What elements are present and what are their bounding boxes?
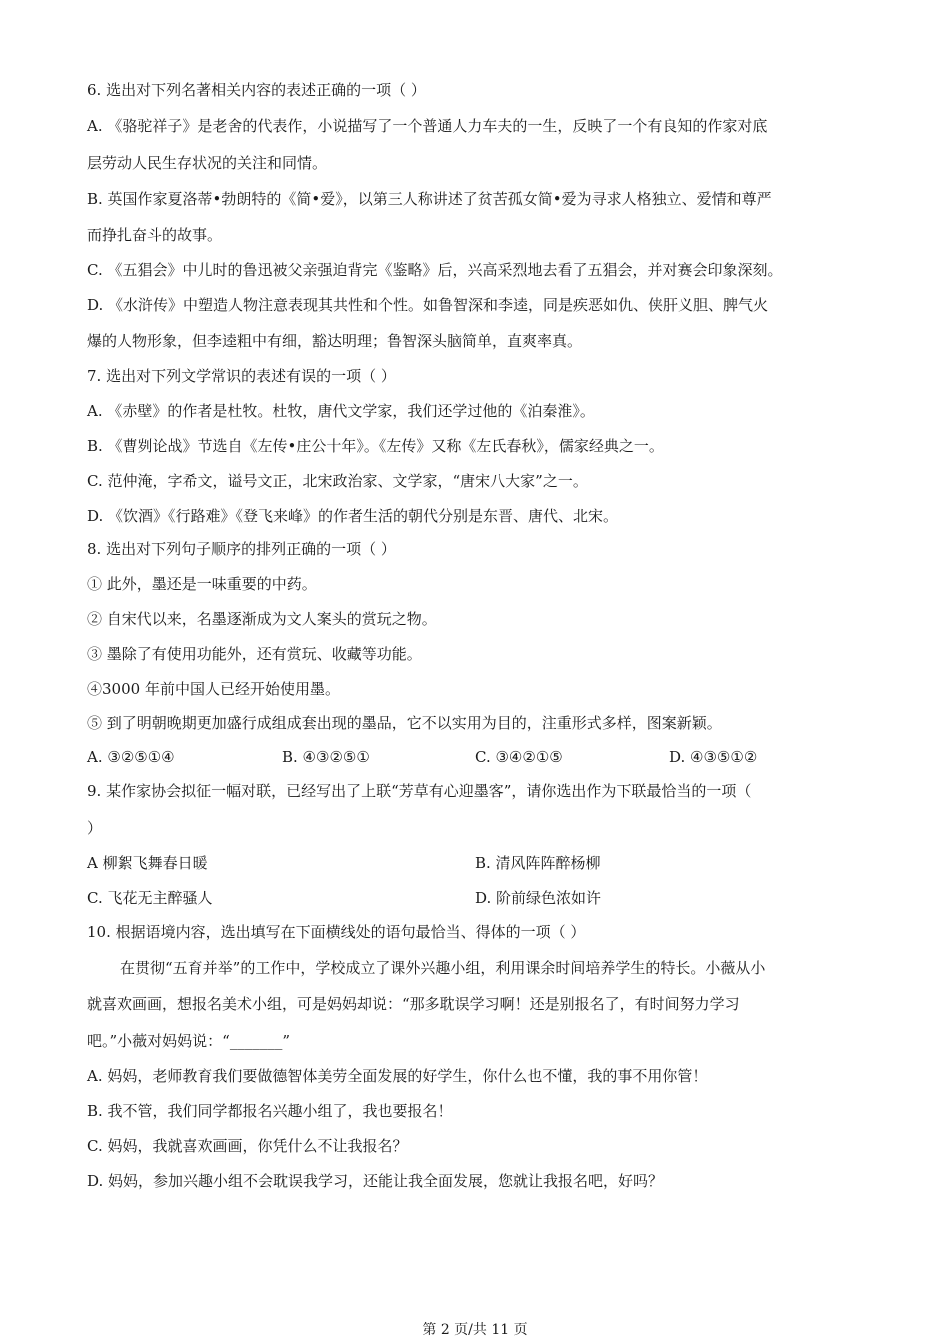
q10-passage-line2: 就喜欢画画，想报名美术小组，可是妈妈却说：“那多耽误学习啊！还是别报名了，有时间努力学习 [87, 995, 740, 1013]
q6-option-d-line2: 爆的人物形象，但李逵粗中有细，豁达明理；鲁智深头脑简单，直爽率真。 [87, 332, 583, 350]
q8-option-d: D. ④③⑤①② [669, 748, 758, 766]
q10-stem: 10. 根据语境内容，选出填写在下面横线处的语句最恰当、得体的一项（ ） [87, 923, 586, 941]
q7-option-a: A. 《赤壁》的作者是杜牧。杜牧，唐代文学家，我们还学过他的《泊秦淮》。 [87, 402, 595, 420]
q10-option-d: D. 妈妈，参加兴趣小组不会耽误我学习，还能让我全面发展，您就让我报名吧，好吗？ [87, 1172, 664, 1190]
q6-option-b-line1: B. 英国作家夏洛蒂•勃朗特的《简•爱》，以第三人称讲述了贫苦孤女简•爱为寻求人格独立、爱情和尊严 [87, 190, 772, 208]
q9-option-d: D. 阶前绿色浓如许 [475, 889, 602, 907]
q6-option-b-line2: 而挣扎奋斗的故事。 [87, 226, 223, 244]
q10-passage-line1: 在贯彻“五育并举”的工作中，学校成立了课外兴趣小组，利用课余时间培养学生的特长。小薇从小 [120, 959, 766, 977]
q8-sentence-4: ④3000 年前中国人已经开始使用墨。 [87, 680, 340, 698]
q8-sentence-2: ② 自宋代以来，名墨逐渐成为文人案头的赏玩之物。 [87, 610, 437, 628]
q8-stem: 8. 选出对下列句子顺序的排列正确的一项（ ） [87, 540, 396, 558]
q9-option-a: A 柳絮飞舞春日暖 [87, 854, 208, 872]
q7-option-c: C. 范仲淹，字希文，谥号文正，北宋政治家、文学家，“唐宋八大家”之一。 [87, 472, 588, 490]
page-number-footer: 第 2 页/共 11 页 [422, 1322, 528, 1338]
q8-option-a: A. ③②⑤①④ [87, 748, 175, 766]
q6-option-c: C. 《五猖会》中儿时的鲁迅被父亲强迫背完《鉴略》后，兴高采烈地去看了五猖会，并对赛会印象深刻。 [87, 261, 783, 279]
q8-options-row [87, 747, 867, 767]
q8-sentence-5: ⑤ 到了明朝晚期更加盛行成组成套出现的墨品，它不以实用为目的，注重形式多样，图案新颖。 [87, 714, 722, 732]
q6-option-a-line2: 层劳动人民生存状况的关注和同情。 [87, 154, 328, 172]
q8-option-c: C. ③④②①⑤ [475, 748, 563, 766]
q9-stem-line1: 9. 某作家协会拟征一幅对联，已经写出了上联“芳草有心迎墨客”，请你选出作为下联最恰当的一项（ [87, 782, 752, 800]
q10-option-b: B. 我不管，我们同学都报名兴趣小组了，我也要报名！ [87, 1102, 453, 1120]
q10-option-a: A. 妈妈，老师教育我们要做德智体美劳全面发展的好学生，你什么也不懂，我的事不用你管！ [87, 1067, 708, 1085]
q9-option-b: B. 清风阵阵醉杨柳 [475, 854, 601, 872]
q6-option-a-line1: A. 《骆驼祥子》是老舍的代表作，小说描写了一个普通人力车夫的一生，反映了一个有良知的作家对底 [87, 117, 768, 135]
q9-stem-line2: ） [87, 819, 103, 837]
q8-option-b: B. ④③②⑤① [282, 748, 370, 766]
q7-stem: 7. 选出对下列文学常识的表述有误的一项（ ） [87, 367, 396, 385]
q10-option-c: C. 妈妈，我就喜欢画画，你凭什么不让我报名？ [87, 1137, 408, 1155]
q8-sentence-3: ③ 墨除了有使用功能外，还有赏玩、收藏等功能。 [87, 645, 422, 663]
q6-stem: 6. 选出对下列名著相关内容的表述正确的一项（ ） [87, 81, 426, 99]
q7-option-b: B. 《曹刿论战》节选自《左传•庄公十年》。《左传》又称《左氏春秋》，儒家经典之一。 [87, 437, 664, 455]
q9-options-row-2 [87, 888, 867, 908]
q7-option-d: D. 《饮酒》《行路难》《登飞来峰》的作者生活的朝代分别是东晋、唐代、北宋。 [87, 507, 619, 525]
q9-options-row-1 [87, 853, 867, 873]
q10-passage-line3: 吧。”小薇对妈妈说：“_______” [87, 1032, 291, 1050]
q8-sentence-1: ① 此外，墨还是一味重要的中药。 [87, 575, 317, 593]
q9-option-c: C. 飞花无主醉骚人 [87, 889, 213, 907]
q6-option-d-line1: D. 《水浒传》中塑造人物注意表现其共性和个性。如鲁智深和李逵，同是疾恶如仇、侠肝义胆、脾气火 [87, 296, 769, 314]
